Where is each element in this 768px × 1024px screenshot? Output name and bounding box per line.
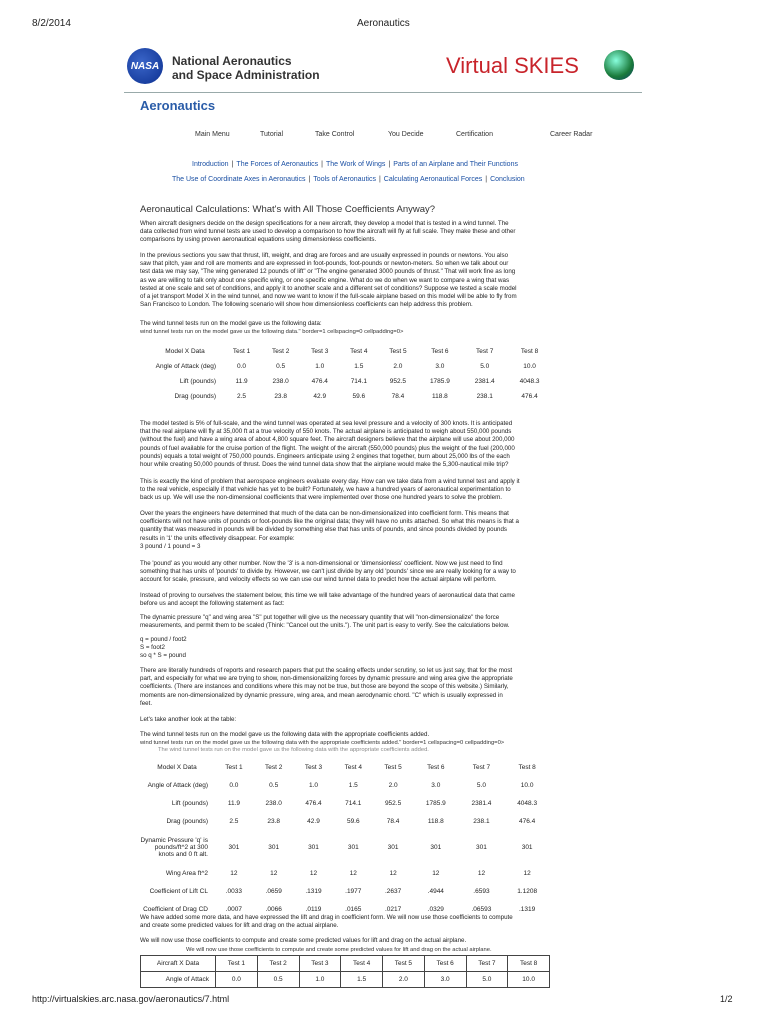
subnav-calculating[interactable]: Calculating Aeronautical Forces [383,176,483,183]
subnav-forces[interactable]: The Forces of Aeronautics [236,161,319,168]
table-row [140,830,550,864]
main-menu [0,131,768,141]
row-label: Lift (pounds) [179,378,216,385]
table-cell: Test 5 [389,348,407,355]
table-cell: 2.0 [388,781,398,789]
footer-url[interactable]: http://virtualskies.arc.nasa.gov/aeronautics/7.html [32,994,230,1004]
subnav-parts[interactable]: Parts of an Airplane and Their Functions [393,161,518,168]
table-cell: 5.0 [480,363,490,370]
table-cell: .4944 [427,887,444,895]
table-cell: 476.4 [311,378,328,385]
print-title: Aeronautics [357,18,410,29]
table-cell: Test 7 [472,763,491,771]
table-header-row [140,758,550,776]
row-label: Angle of Attack (deg) [147,781,208,789]
print-date: 8/2/2014 [32,18,71,29]
table-cell: 4048.3 [517,799,538,807]
table-cell: 12 [389,869,397,877]
table-cell: 476.4 [521,393,538,400]
table-cell: 10.0 [508,972,550,988]
table-cell: 1.5 [348,781,358,789]
data-table-2 [140,758,550,918]
table-cell: 2381.4 [471,799,492,807]
table-cell: 476.4 [518,817,536,825]
table-cell: .1319 [305,887,322,895]
table-cell: Test 3 [299,956,341,972]
table-cell: 476.4 [305,799,322,807]
table-cell: 12 [349,869,357,877]
table-cell: 12 [230,869,238,877]
table-cell: 1785.9 [425,799,446,807]
nasa-logo[interactable]: NASA [127,48,163,84]
table-cell: Test 3 [304,763,323,771]
table-cell: Test 6 [424,956,466,972]
row-label: Lift (pounds) [171,799,208,807]
table-cell: 23.8 [267,817,281,825]
table-cell: Test 1 [232,348,251,355]
subnav-row-2: The Use of Coordinate Axes in Aeronautics | Tools of Aeronautics | Calculating Aeronautical Forces | Conclusion [172,176,525,183]
table-cell: 11.9 [235,378,248,385]
paragraph-3: The model tested is 5% of full-scale, and the wind tunnel was operated at sea level pressure and a velocity of 300 knots. It is anticipated that the real airplane will fly at 35,000 ft at a true velocity of 550 knots. The actual airplane is anticipated to weigh about 550,000 pounds (without the fuel) and have a wing area of about 4,800 square feet. The aircraft designers believe that the airplane will use about 200,000 pounds of fuel available for the cruise portion of the flight. The weight of the aircraft (550,000 pounds) plus the weight of the fuel (200,000 pounds) equals a total weight of 750,000 pounds. Engineers anticipate using 2 engines that together, burn about 25,000 lbs of the each hour while creating 50,000 pounds of thrust. Does the wind tunnel data show that the airplane would make the 5,300-nautical mile trip? [140,420,515,469]
table-cell: 952.5 [389,378,407,385]
table-cell: 2.0 [383,972,425,988]
table-cell: 0.5 [276,363,286,370]
table-row [140,776,550,794]
table-cell: 4048.3 [519,378,540,385]
table-cell: 78.4 [391,393,405,400]
table-cell: Test 3 [311,348,329,355]
table-cell: 0.0 [237,363,247,370]
table-cell: 1.5 [341,972,383,988]
banner-divider [124,92,642,93]
page-title: Aeronautics [140,98,216,113]
paragraph-1: When aircraft designers decide on the design specifications for a new aircraft, they develop a model that is tested in a wind tunnel. The data collected from wind tunnel tests are used to develop a comparison to how the aircraft will fly at full scale. They make these and other comparisons by using proven aeronautical equations using dimensionless coefficients. [140,220,516,244]
table-cell: .0165 [345,905,362,913]
paragraph-6: The 'pound' as you would any other number. Now the '3' is a non-dimensional or 'dimensionless' coefficient. Now we just need to find something that has units of 'pounds' to divide by. However, we can't just divide by any old 'pounds' since we are really looking for a way to account for scale, pressure, and velocity effects so we can use our wind tunnel data to predict how the actual airplane will perform. [140,560,516,584]
table-cell: 238.0 [272,378,289,385]
table-cell: 0.0 [229,781,239,789]
paragraph-11: We have added some more data, and have expressed the lift and drag in coefficient form. We will now use those coefficients to compute and create some predicted values for lift and drag on the actual airplane. [140,914,513,930]
table-cell: 59.6 [346,817,360,825]
table-cell: .6593 [473,887,490,895]
table-cell: 5.0 [476,781,486,789]
table-cell: 0.5 [257,972,299,988]
table-cell: 12 [309,869,318,877]
table-cell: Test 4 [344,763,362,771]
menu-take-control[interactable]: Take Control [315,131,355,138]
table-cell: Test 6 [431,348,449,355]
section-title: Aeronautical Calculations: What's with All Those Coefficients Anyway? [140,204,436,215]
table-cell: 12 [432,869,440,877]
table-cell: 42.9 [313,393,327,400]
table-cell: .06593 [471,905,492,913]
data-table-1 [148,344,552,404]
table-cell: .0033 [225,887,243,895]
table-cell: 1785.9 [429,378,450,385]
table-cell: 3.0 [424,972,466,988]
table2-note-2: The wind tunnel tests run on the model gave us the following data with the appropriate coefficients added. [158,747,429,753]
table-cell: 301 [521,843,533,851]
table-cell: 78.4 [386,817,400,825]
table-row [140,864,550,882]
table-cell: 714.1 [350,378,367,385]
table-cell: Test 5 [383,956,425,972]
paragraph-2: In the previous sections you saw that thrust, lift, weight, and drag are forces and are usually expressed in pounds or newtons. You also saw that pitch, yaw and roll are moments and are expressed in foot-pounds, foot-pounds or newton-meters. So when we talk about our test data we may say, "The wing generated 12 pounds of lift" or "The engine generated 3000 pounds of thrust." That will work fine as long as we are willing to talk only about one specific wing, or one specific engine. What do we do when we want to compare a wing that was tested at one scale and set of conditions, and apply it to another scale and a different set of conditions? Suppose we tested a scale model of a jet transport Model X in the wind tunnel, and now we want to know if the full-scale airplane based on this model will be able to fly from San Francisco to London. The following scenario will show how dimensionless coefficients can help address this problem. [140,252,517,309]
table-cell: 5.0 [466,972,508,988]
paragraph-8: The dynamic pressure "q" and wing area "S" put together will give us the necessary quantity that will "non-dimensionalize" the force measurements, and permit them to be scaled (Think: "Cancel out the units."). The unit part is easy to verify. See the calculations below. [140,614,510,630]
table-cell: .0329 [427,905,444,913]
table-cell: 3.0 [435,363,445,370]
table2-note-1: wind tunnel tests run on the model gave us the following data with the appropriate coefficients added." border=1 cellspacing=0 cellpadding=0> [140,740,505,746]
table-cell: 10.0 [520,781,534,789]
row-label: Dynamic Pressure 'q' is pounds/ft^2 at 300 knots and 0 ft alt. [140,836,208,858]
row-label: Drag (pounds) [174,393,216,400]
table-cell: .0066 [265,905,282,913]
row-label: Wing Area ft^2 [165,869,208,877]
table-cell: 3.0 [431,781,441,789]
table-cell: 1.0 [299,972,341,988]
table-row [141,972,550,988]
row-label: Angle of Attack (deg) [155,363,216,370]
table-cell: 42.9 [307,817,320,825]
table-cell: .0119 [305,905,322,913]
table-cell: 1.0 [315,363,325,370]
table-cell: Test 2 [271,348,290,355]
globe-icon [604,50,634,80]
table-cell: 2.0 [393,363,403,370]
table-header-row [148,344,552,359]
table-cell: 2.5 [229,817,239,825]
row-label: Model X Data [165,348,205,355]
row-label: Drag (pounds) [166,817,208,825]
menu-main-menu[interactable]: Main Menu [195,131,230,138]
table-cell: .1977 [345,887,362,895]
footer-page-number: 1/2 [720,994,733,1004]
subnav-wings[interactable]: The Work of Wings [325,161,386,168]
table-cell: 1.5 [354,363,364,370]
table-cell: 301 [228,843,240,851]
table-cell: 2.5 [237,393,247,400]
table-cell: .0659 [265,887,282,895]
table-cell: 118.8 [427,817,444,825]
data-table-3 [140,955,550,988]
table-cell: 12 [270,869,278,877]
table-cell: 301 [430,843,442,851]
table-row [148,389,552,404]
paragraph-12: We will now use those coefficients to compute and create some predicted values for lift and drag on the actual airplane. [140,937,467,944]
table1-note: wind tunnel tests run on the model gave us the following data." border=1 cellspacing=0 cellpadding=0> [140,329,404,335]
table-cell: Test 1 [225,763,243,771]
table-cell: 0.0 [216,972,258,988]
table-cell: 12 [523,869,531,877]
paragraph-9: There are literally hundreds of reports and research papers that put the scaling effects under scrutiny, so let us just say, that for the most part, and especially for what we are trying to show, non-dimensionalizing forces by dynamic pressure and wing area give the appropriate coefficients. (There are instances and conditions where this may not be true, but those are beyond the scope of this website.) Similarly, moments are non-dimensionalized by dynamic pressure, wing area, and mean aerodynamic chord. "C" which is usually expressed in feet. [140,667,513,707]
table-cell: Test 6 [427,763,445,771]
table-cell: 59.6 [352,393,366,400]
table-cell: 12 [477,869,486,877]
table-cell: 118.8 [431,393,448,400]
table-cell: 1.0 [308,781,319,789]
subnav-row-1: Introduction | The Forces of Aeronautics | The Work of Wings | Parts of an Airplane and Their Functions [192,161,518,168]
table-cell: 238.1 [476,393,493,400]
subnav-coordinate-axes[interactable]: The Use of Coordinate Axes in Aeronautics [172,176,306,183]
table-row [140,882,550,900]
table-cell: 0.5 [269,781,279,789]
table-row [148,374,552,389]
table-cell: Test 8 [518,763,536,771]
table-cell: 1.1208 [517,887,538,895]
table-cell: 952.5 [384,799,402,807]
virtual-skies-wordmark: Virtual SKIES [446,53,579,78]
table-cell: Test 7 [466,956,508,972]
table-row [140,812,550,830]
table-cell: Test 4 [350,348,368,355]
table-cell: 10.0 [523,363,536,370]
table2-intro: The wind tunnel tests run on the model gave us the following data with the appropriate coefficients added. [140,731,430,738]
table-cell: 238.0 [265,799,282,807]
subnav-conclusion[interactable]: Conclusion [490,176,525,183]
paragraph-7: Instead of proving to ourselves the statement below, this time we will take advantage of the hundred years of aeronautical data that came before us and accept the following statement as fact: [140,592,515,608]
table-cell: Test 1 [216,956,258,972]
row-label: Coefficient of Drag CD [143,905,208,913]
table1-intro: The wind tunnel tests run on the model gave us the following data: [140,320,322,327]
table-cell: 714.1 [345,799,362,807]
paragraph-10: Let's take another look at the table: [140,716,237,723]
row-label: Aircraft X Data [141,956,216,972]
table-cell: Test 4 [341,956,383,972]
paragraph-5: Over the years the engineers have determined that much of the data can be non-dimensionalized into coefficient form. This means that coefficients will not have units of pounds or foot-pounds like the original data; they will have no units attached. So what this means is that a quantity that was measured in pounds will be divided by something else that has units of pounds, and since pounds divided by pounds results in '1' the units effectively disappear. For example: 3 pound / 1 pound = 3 [140,510,519,550]
table-cell: 301 [476,843,487,851]
table-cell: Test 7 [476,348,494,355]
table-cell: 301 [347,843,359,851]
row-label: Angle of Attack [141,972,216,988]
table-cell: .1319 [518,905,536,913]
table-row [148,359,552,374]
menu-you-decide[interactable]: You Decide [388,131,424,138]
menu-career-radar[interactable]: Career Radar [550,131,593,138]
menu-certification[interactable]: Certification [456,131,493,138]
table-cell: .0007 [225,905,243,913]
table-cell: Test 5 [384,763,402,771]
subnav-introduction[interactable]: Introduction [192,161,229,168]
table3-note: We will now use those coefficients to compute and create some predicted values for lift and drag on the actual airplane. [186,947,492,953]
table-cell: .0217 [384,905,402,913]
table-cell: 23.8 [274,393,287,400]
calculation-block: q = pound / foot2 S = foot2 so q * S = pound [140,636,187,660]
menu-tutorial[interactable]: Tutorial [260,131,284,138]
table-cell: 301 [308,843,319,851]
table-cell: Test 8 [520,348,539,355]
table-row [140,794,550,812]
table-cell: .2637 [384,887,402,895]
table-cell: 2381.4 [474,378,495,385]
table-cell: Test 8 [508,956,550,972]
nasa-name: National Aeronautics and Space Administration [172,54,320,82]
paragraph-4: This is exactly the kind of problem that aerospace engineers evaluate every day. How can we take data from a wind tunnel test and apply it to the real vehicle, especially if that vehicle has yet to be built? Fortunately, we have a hundred years of aeronautical experimentation to back us up. We will use the non-dimensional coefficients that were implemented over those one hundred years to solve the problem. [140,478,520,502]
subnav-tools[interactable]: Tools of Aeronautics [313,176,376,183]
table-cell: 11.9 [227,799,240,807]
row-label: Model X Data [157,763,197,771]
table-cell: 301 [268,843,280,851]
table-cell: 238.1 [473,817,490,825]
row-label: Coefficient of Lift CL [149,887,208,895]
table-header-row [141,956,550,972]
table-cell: 301 [387,843,399,851]
table-cell: Test 2 [257,956,299,972]
table-cell: Test 2 [265,763,283,771]
